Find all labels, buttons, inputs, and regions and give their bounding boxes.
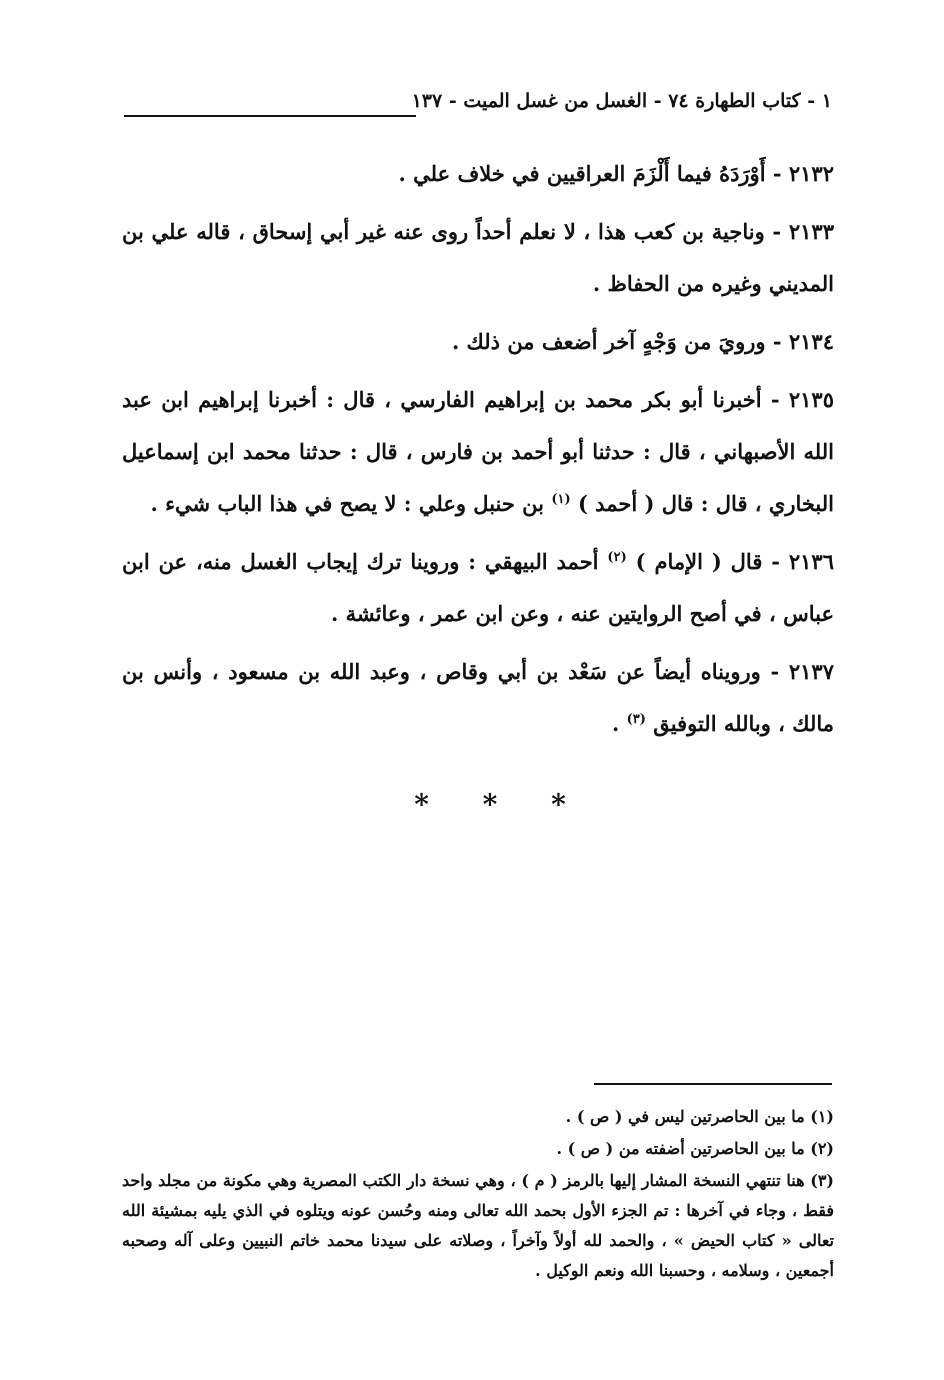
paragraph-2135: [122, 374, 834, 530]
footnote-rule: [594, 1083, 832, 1085]
header-rule: [124, 115, 416, 117]
paragraph-text: .: [612, 711, 620, 736]
paragraph-text: ٢١٣٤ - ورويَ من وَجْهٍ آخر أضعف من ذلك .: [451, 329, 834, 354]
asterisk-ornament: *: [551, 788, 566, 821]
paragraph-text: ٢١٣٧ - ورويناه أيضاً عن سَعْد بن أبي وقاص ، وعبد الله بن مسعود ، وأنس بن مالك ، وبالله التوفيق: [122, 659, 834, 736]
paragraph-2133: [122, 206, 834, 310]
footnote-3: (٣) هنا تنتهي النسخة المشار إليها بالرمز ( م ) ، وهي نسخة دار الكتب المصرية وهي مكونة من مجلد واحد فقط ، وجاء في آخرها : تم الجزء الأول بحمد الله تعالى ومنه وحُسن عونه ويتلوه في الذي يليه بمشيئة الله تعالى « كتاب الحيض » ، والحمد لله أولاً وآخراً ، وصلاته على سيدنا محمد خاتم النبيين وعلى آله وصحبه أجمعين ، وسلامه ، وحسبنا الله ونعم الوكيل .: [122, 1171, 834, 1280]
page-header: [124, 90, 832, 126]
paragraph-2136: [122, 536, 834, 640]
paragraph-2132: [122, 148, 834, 200]
paragraph-text: ٢١٣٣ - وناجية بن كعب هذا ، لا نعلم أحداً روى عنه غير أبي إسحاق ، قاله علي بن المديني وغيره من الحفاظ .: [122, 219, 834, 296]
paragraph-text: ٢١٣٥ - أخبرنا أبو بكر محمد بن إبراهيم الفارسي ، قال : أخبرنا إبراهيم ابن عبد الله الأصبهاني ، قال : حدثنا أبو أحمد بن فارس ، قال : حدثنا محمد ابن إسماعيل البخاري ، قال : قال ( أحمد ): [122, 387, 834, 516]
section-separator: [380, 788, 600, 821]
paragraph-text: ٢١٣٢ - أَوْرَدَهُ فيما أَلْزَمَ العراقيين في خلاف علي .: [398, 161, 834, 186]
asterisk-ornament: *: [482, 788, 498, 821]
footnote-1: (١) ما بين الحاصرتين ليس في ( ص ) .: [565, 1107, 834, 1126]
paragraph-text: أحمد البيهقي : وروينا ترك إيجاب الغسل منه، عن ابن عباس ، في أصح الروايتين عنه ، وعن ابن عمر ، وعائشة .: [122, 549, 834, 626]
footnote-ref-1[interactable]: (١): [551, 492, 571, 507]
footnotes: [122, 1102, 834, 1288]
main-text: [122, 148, 834, 756]
footnote-ref-2[interactable]: (٢): [607, 550, 627, 565]
footnote-ref-3[interactable]: (٣): [626, 712, 646, 727]
running-head: ١ - كتاب الطهارة ٧٤ - الغسل من غسل الميت - ١٣٧: [411, 90, 832, 112]
paragraph-text: ٢١٣٦ - قال ( الإمام ): [635, 549, 834, 574]
asterisk-ornament: *: [414, 788, 429, 821]
footnote-2: (٢) ما بين الحاصرتين أضفته من ( ص ) .: [556, 1139, 834, 1158]
paragraph-2137: [122, 646, 834, 750]
paragraph-2134: [122, 316, 834, 368]
paragraph-text: بن حنبل وعلي : لا يصح في هذا الباب شيء .: [150, 491, 545, 516]
